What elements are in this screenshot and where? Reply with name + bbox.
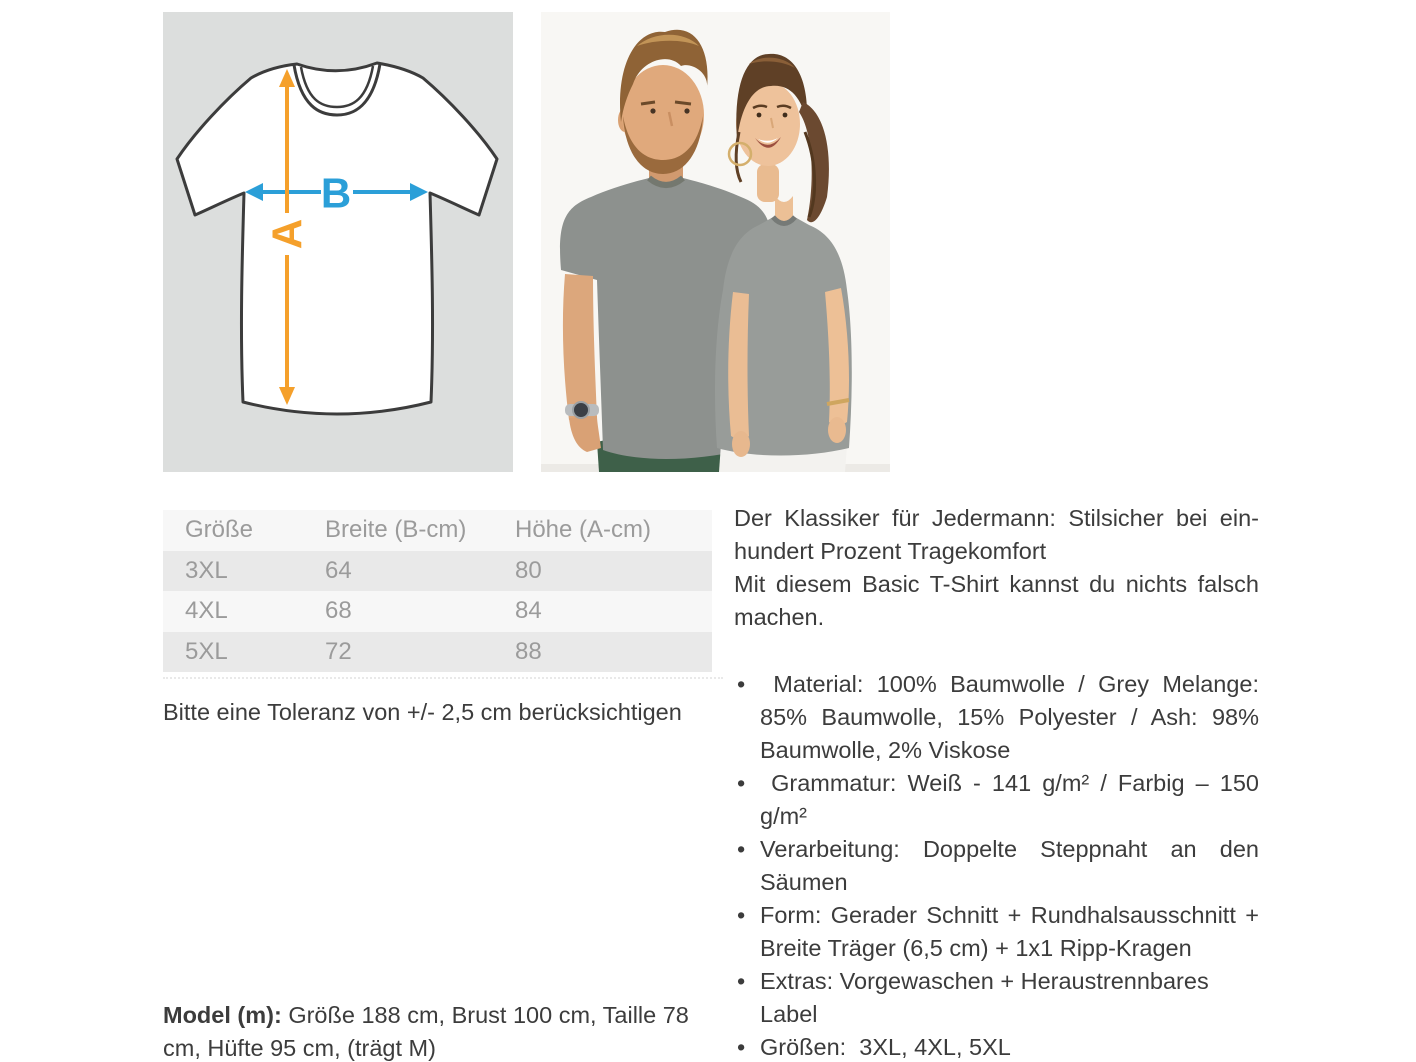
woman-right-hand — [828, 417, 846, 443]
man-forearm — [563, 274, 597, 422]
intro-line: Der Klassiker für Jedermann: Stilsicher bei ein- — [734, 505, 1259, 531]
man-watch-face — [573, 402, 589, 418]
model-info-line1 — [163, 999, 783, 1032]
list-item-form: • Form: Gerader Schnitt + Rundhalsausschnitt + Breite Träger (6,5 cm) + 1x1 Ripp-Kragen — [734, 899, 1259, 965]
list-item-grammatur: • Grammatur: Weiß - 141 g/m² / Farbig – 150 g/m² — [734, 767, 1259, 833]
woman-neck — [757, 164, 779, 202]
list-item-verarbeitung: • Verarbeitung: Doppelte Steppnaht an den Säumen — [734, 833, 1259, 899]
man-eye-left — [650, 108, 655, 113]
model-info — [163, 999, 783, 1062]
tshirt-measurement-diagram — [163, 12, 513, 472]
intro-line: Mit diesem Basic T-Shirt kannst du nichts falsch — [734, 571, 1259, 597]
product-photo — [541, 12, 890, 472]
list-item-material: • Material: 100% Baumwolle / Grey Melange: 85% Baumwolle, 15% Polyester / Ash: 98% Baumwolle, 2% Viskose — [734, 668, 1259, 767]
woman-eye-right — [783, 113, 788, 118]
bullet-icon: • — [737, 902, 746, 928]
intro-line: hundert Prozent Tragekomfort — [734, 538, 1047, 564]
col-header-size: Größe — [185, 516, 254, 543]
product-description — [734, 502, 1259, 1062]
bullet-icon: • — [737, 671, 746, 697]
woman-left-hand — [732, 431, 750, 457]
size-table — [163, 510, 712, 672]
size-cell: 5XL — [185, 637, 228, 665]
table-row — [163, 551, 712, 592]
model-info-line2: cm, Hüfte 95 cm, (trägt M) — [163, 1035, 436, 1061]
width-cell: 72 — [325, 637, 352, 665]
tolerance-note: Bitte eine Toleranz von +/- 2,5 cm berücksichtigen — [163, 699, 682, 725]
bullet-icon: • — [737, 836, 746, 862]
size-diagram-panel — [163, 12, 513, 472]
table-row — [163, 632, 712, 673]
width-label-b: B — [320, 169, 352, 217]
width-cell: 68 — [325, 597, 352, 624]
list-item-groessen: • Größen: 3XL, 4XL, 5XL — [734, 1031, 1259, 1062]
model-info-label: Model (m): — [163, 1002, 282, 1028]
dotted-divider — [163, 677, 723, 679]
col-header-height: Höhe (A-cm) — [515, 516, 652, 543]
size-cell: 4XL — [185, 597, 228, 624]
model-info-measurements: Größe 188 cm, Brust 100 cm, Taille 78 — [281, 1002, 689, 1028]
size-cell: 3XL — [185, 556, 228, 584]
height-cell: 88 — [515, 637, 542, 665]
description-intro — [734, 502, 1259, 634]
height-cell: 80 — [515, 556, 542, 584]
feature-list — [734, 668, 1259, 1062]
height-label-a: A — [263, 218, 311, 250]
height-cell: 84 — [515, 597, 542, 624]
size-table-header-row — [163, 510, 712, 551]
models-photo-illustration — [541, 12, 890, 472]
bullet-icon: • — [737, 968, 746, 994]
woman-eye-left — [757, 113, 762, 118]
man-eye-right — [684, 108, 689, 113]
bullet-icon: • — [737, 770, 746, 796]
woman-left-forearm — [728, 292, 749, 439]
width-cell: 64 — [325, 556, 352, 584]
list-item-extras: • Extras: Vorgewaschen + Heraustrennbares Label — [734, 965, 1259, 1031]
col-header-width: Breite (B-cm) — [325, 516, 467, 543]
bullet-icon: • — [737, 1034, 746, 1060]
intro-line: machen. — [734, 604, 825, 630]
table-row — [163, 591, 712, 632]
